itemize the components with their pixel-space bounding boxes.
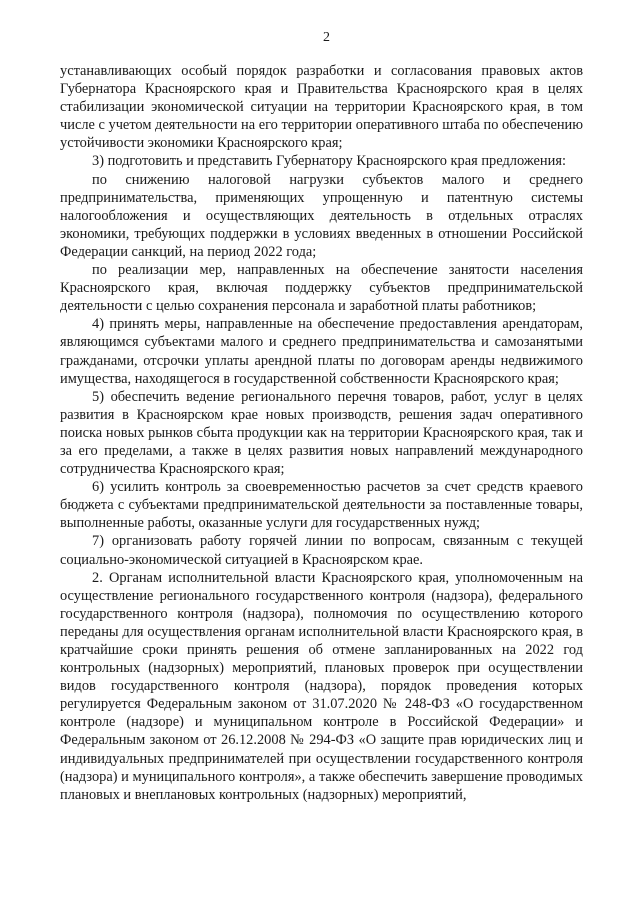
paragraph-section-2: 2. Органам исполнительной власти Красноярского края, уполномоченным на осуществление регионального государственного контроля (надзора), федерального государственного контроля (надзора), полномочия по осуществлению которого переданы для осуществления органам исполнительной власти Красноярского края, в кратчайшие сроки принять решения об отмене запланированных на 2022 год контрольных (надзорных) мероприятий, плановых проверок при осуществлении видов государственного контроля (надзора), порядок проведения которых регулируется Федеральным законом от 31.07.2020 № 248-ФЗ «О государственном контроле (надзоре) и муниципальном контроле в Российской Федерации» и Федеральным законом от 26.12.2008 № 294-ФЗ «О защите прав юридических лиц и индивидуальных предпринимателей при осуществлении государственного контроля (надзора) и муниципального контроля», а также обеспечить завершение проводимых плановых и внеплановых контрольных (надзорных) мероприятий, [60,569,583,803]
paragraph-item-5: 5) обеспечить ведение регионального перечня товаров, работ, услуг в целях развития в Красноярском крае новых производств, решения задач оперативного поиска новых рынков сбыта продукции как на территории Красноярского края, так и за его пределами, а также в целях развития новых направлений международного сотрудничества Красноярского края; [60,388,583,478]
document-body [60,62,583,804]
paragraph-employment: по реализации мер, направленных на обеспечение занятости населения Красноярского края, включая поддержку субъектов предпринимательской деятельности с целью сохранения персонала и заработной платы работников; [60,262,583,315]
paragraph-item-6: 6) усилить контроль за своевременностью расчетов за счет средств краевого бюджета с субъектами предпринимательской деятельности за поставленные товары, выполненные работы, оказанные услуги для государственных нужд; [60,479,583,532]
paragraph-continuation: устанавливающих особый порядок разработки и согласования правовых актов Губернатора Красноярского края и Правительства Красноярского края в целях стабилизации экономической ситуации на территории Красноярского края, в том числе с учетом деятельности на его территории оперативного штаба по обеспечению устойчивости экономики Красноярского края; [60,63,583,152]
paragraph-tax-burden: по снижению налоговой нагрузки субъектов малого и среднего предпринимательства, применяющих упрощенную и патентную системы налогообложения и осуществляющих деятельность в отдельных отраслях экономики, требующих поддержки в условиях введенных в отношении Российской Федерации санкций, на период 2022 года; [60,171,583,260]
page-number: 2 [323,30,330,45]
paragraph-item-7: 7) организовать работу горячей линии по вопросам, связанным с текущей социально-экономической ситуацией в Красноярском крае. [60,533,583,568]
paragraph-item-3: 3) подготовить и представить Губернатору Красноярского края предложения: [92,153,566,170]
paragraph-item-4: 4) принять меры, направленные на обеспечение предоставления арендаторам, являющимся субъектами малого и среднего предпринимательства и самозанятыми гражданами, отсрочки уплаты арендной платы по договорам аренды недвижимого имущества, находящегося в государственной собственности Красноярского края; [60,316,583,387]
